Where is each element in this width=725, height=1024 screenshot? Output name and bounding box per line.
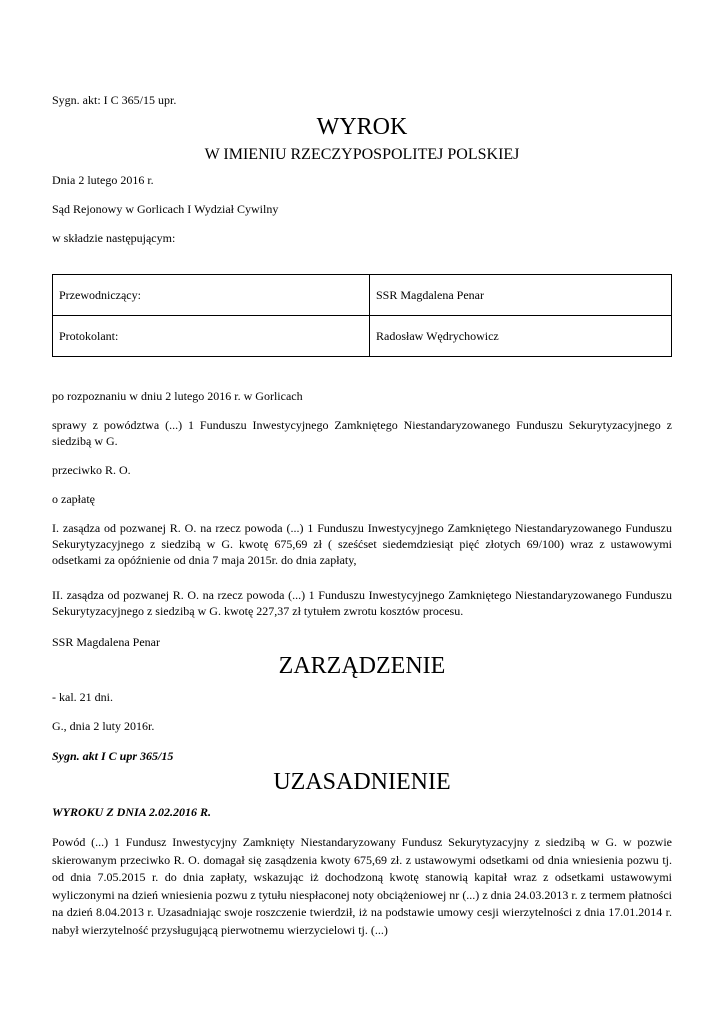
verdict-subtitle: W IMIENIU RZECZYPOSPOLITEJ POLSKIEJ [204,146,520,163]
case-reference-2: Sygn. akt I C upr 365/15 [52,749,174,763]
case-of-paragraph: sprawy z powództwa (...) 1 Funduszu Inwestycyjnego Zamkniętego Niestandaryzowanego Funduszu Sekurytyzacyjnego z siedzibą w G. [52,418,672,448]
name-cell: Radosław Wędrychowicz [370,316,672,357]
verdict-point-2: II. zasądza od pozwanej R. O. na rzecz powoda (...) 1 Funduszu Inwestycyjnego Zamkniętego Niestandaryzowanego Funduszu Sekurytyzacyjnego z siedzibą w G. kwotę 227,37 zł tytułem zwrotu kosztów procesu. [52,588,672,618]
verdict-point-1: I. zasądza od pozwanej R. O. na rzecz powoda (...) 1 Funduszu Inwestycyjnego Zamkniętego Niestandaryzowanego Funduszu Sekurytyzacyjnego z siedzibą w G. kwotę 675,69 zł ( sześćset siedemdziesiąt pięć złotych 69/100) wraz z ustawowymi odsetkami za opóźnienie od dnia 7 maja 2015r. do dnia zapłaty, [52,521,672,567]
order-date: G., dnia 2 luty 2016r. [52,719,155,733]
signature: SSR Magdalena Penar [52,635,160,649]
court-name: Sąd Rejonowy w Gorlicach I Wydział Cywilny [52,202,279,216]
table-row [53,275,672,316]
role-cell: Protokolant: [53,316,370,357]
justification-subtitle: WYROKU Z DNIA 2.02.2016 R. [52,805,212,819]
case-reference: Sygn. akt: I C 365/15 upr. [52,93,177,107]
order-item: - kal. 21 dni. [52,690,113,704]
role-cell: Przewodniczący: [53,275,370,316]
name-cell: SSR Magdalena Penar [370,275,672,316]
date-line: Dnia 2 lutego 2016 r. [52,173,154,187]
against-line: przeciwko R. O. [52,463,131,477]
composition-intro: w składzie następującym: [52,231,176,245]
order-title: ZARZĄDZENIE [278,653,446,679]
justification-title: UZASADNIENIE [273,769,451,795]
subject-line: o zapłatę [52,492,95,506]
verdict-title: WYROK [316,114,408,140]
hearing-line: po rozpoznaniu w dniu 2 lutego 2016 r. w Gorlicach [52,389,303,403]
composition-table [52,274,672,357]
justification-paragraph: Powód (...) 1 Fundusz Inwestycyjny Zamknięty Niestandaryzowany Fundusz Sekurytyzacyjny z siedzibą w G. w pozwie skierowanym przeciwko R. O. domagał się zasądzenia kwoty 675,69 zł. z ustawowymi odsetkami od dnia wniesienia pozwu tj. od dnia 7.05.2015 r. do dnia zapłaty, wskazując iż dochodzoną kwotę stanowią kapitał wraz z odsetkami ustawowymi wyliczonymi na dzień wniesienia pozwu z tytułu niespłaconej noty obciążeniowej nr (...) z dnia 24.03.2013 r. z termem płatności na dzień 8.04.2013 r. Uzasadniając swoje roszczenie twierdził, iż na podstawie umowy cesji wierzytelności z dnia 17.01.2014 r. nabył wierzytelność przysługującą pierwotnemu wierzycielowi tj. (...) [52,835,672,937]
table-row [53,316,672,357]
